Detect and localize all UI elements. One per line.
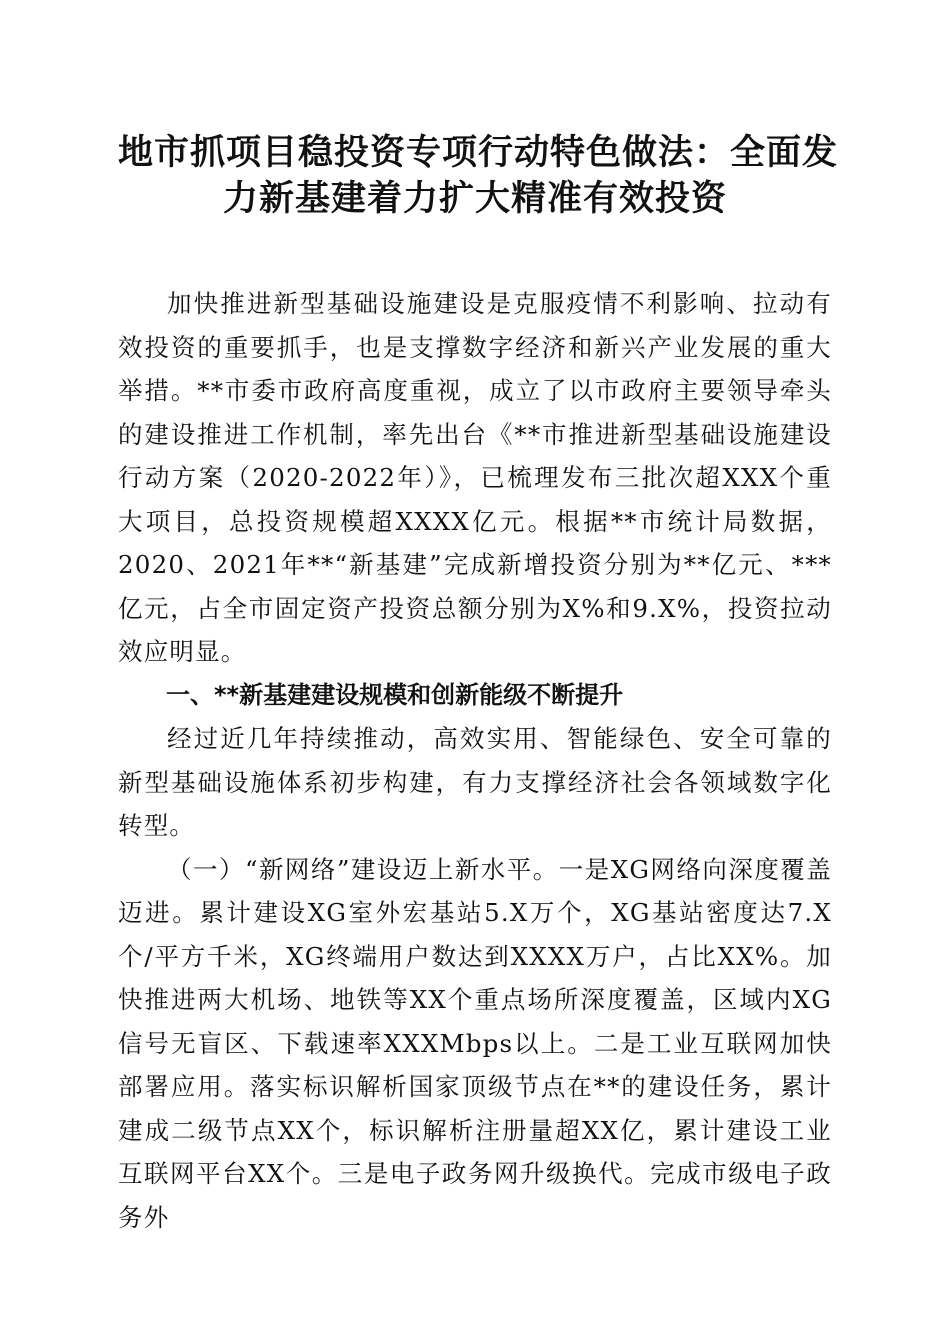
title-line-1: 地市抓项目稳投资专项行动特色做法：全面发 xyxy=(118,132,839,173)
document-title xyxy=(118,130,839,222)
subsection-1-paragraph: （一）“新网络”建设迈上新水平。一是XG网络向深度覆盖迈进。累计建设XG室外宏基站5.X万个，XG基站密度达7.X个/平方千米，XG终端用户数达到XXXX万户，占比XX%。加快推进两大机场、地铁等XX个重点场所深度覆盖，区域内XG信号无盲区、下载速率XXXMbps以上。二是工业互联网加快部署应用。落实标识解析国家顶级节点在**的建设任务，累计建成二级节点XX个，标识解析注册量超XX亿，累计建设工业互联网平台XX个。三是电子政务网升级换代。完成市级电子政务外 xyxy=(118,854,832,1232)
section-1-paragraph: 经过近几年持续推动，高效实用、智能绿色、安全可靠的新型基础设施体系初步构建，有力支撑经济社会各领域数字化转型。 xyxy=(118,724,832,840)
title-line-2: 力新基建着力扩大精准有效投资 xyxy=(222,178,727,219)
section-1-heading: 一、**新基建建设规模和创新能级不断提升 xyxy=(166,680,624,709)
document-page xyxy=(118,130,839,1239)
intro-paragraph: 加快推进新型基础设施建设是克服疫情不利影响、拉动有效投资的重要抓手，也是支撑数字经济和新兴产业发展的重大举措。**市委市政府高度重视，成立了以市政府主要领导牵头的建设推进工作机制，率先出台《**市推进新型基础设施建设行动方案（2020-2022年）》，已梳理发布三批次超XXX个重大项目，总投资规模超XXXX亿元。根据**市统计局数据，2020、2021年**“新基建”完成新增投资分别为**亿元、***亿元，占全市固定资产投资总额分别为X%和9.X%，投资拉动效应明显。 xyxy=(118,289,832,666)
